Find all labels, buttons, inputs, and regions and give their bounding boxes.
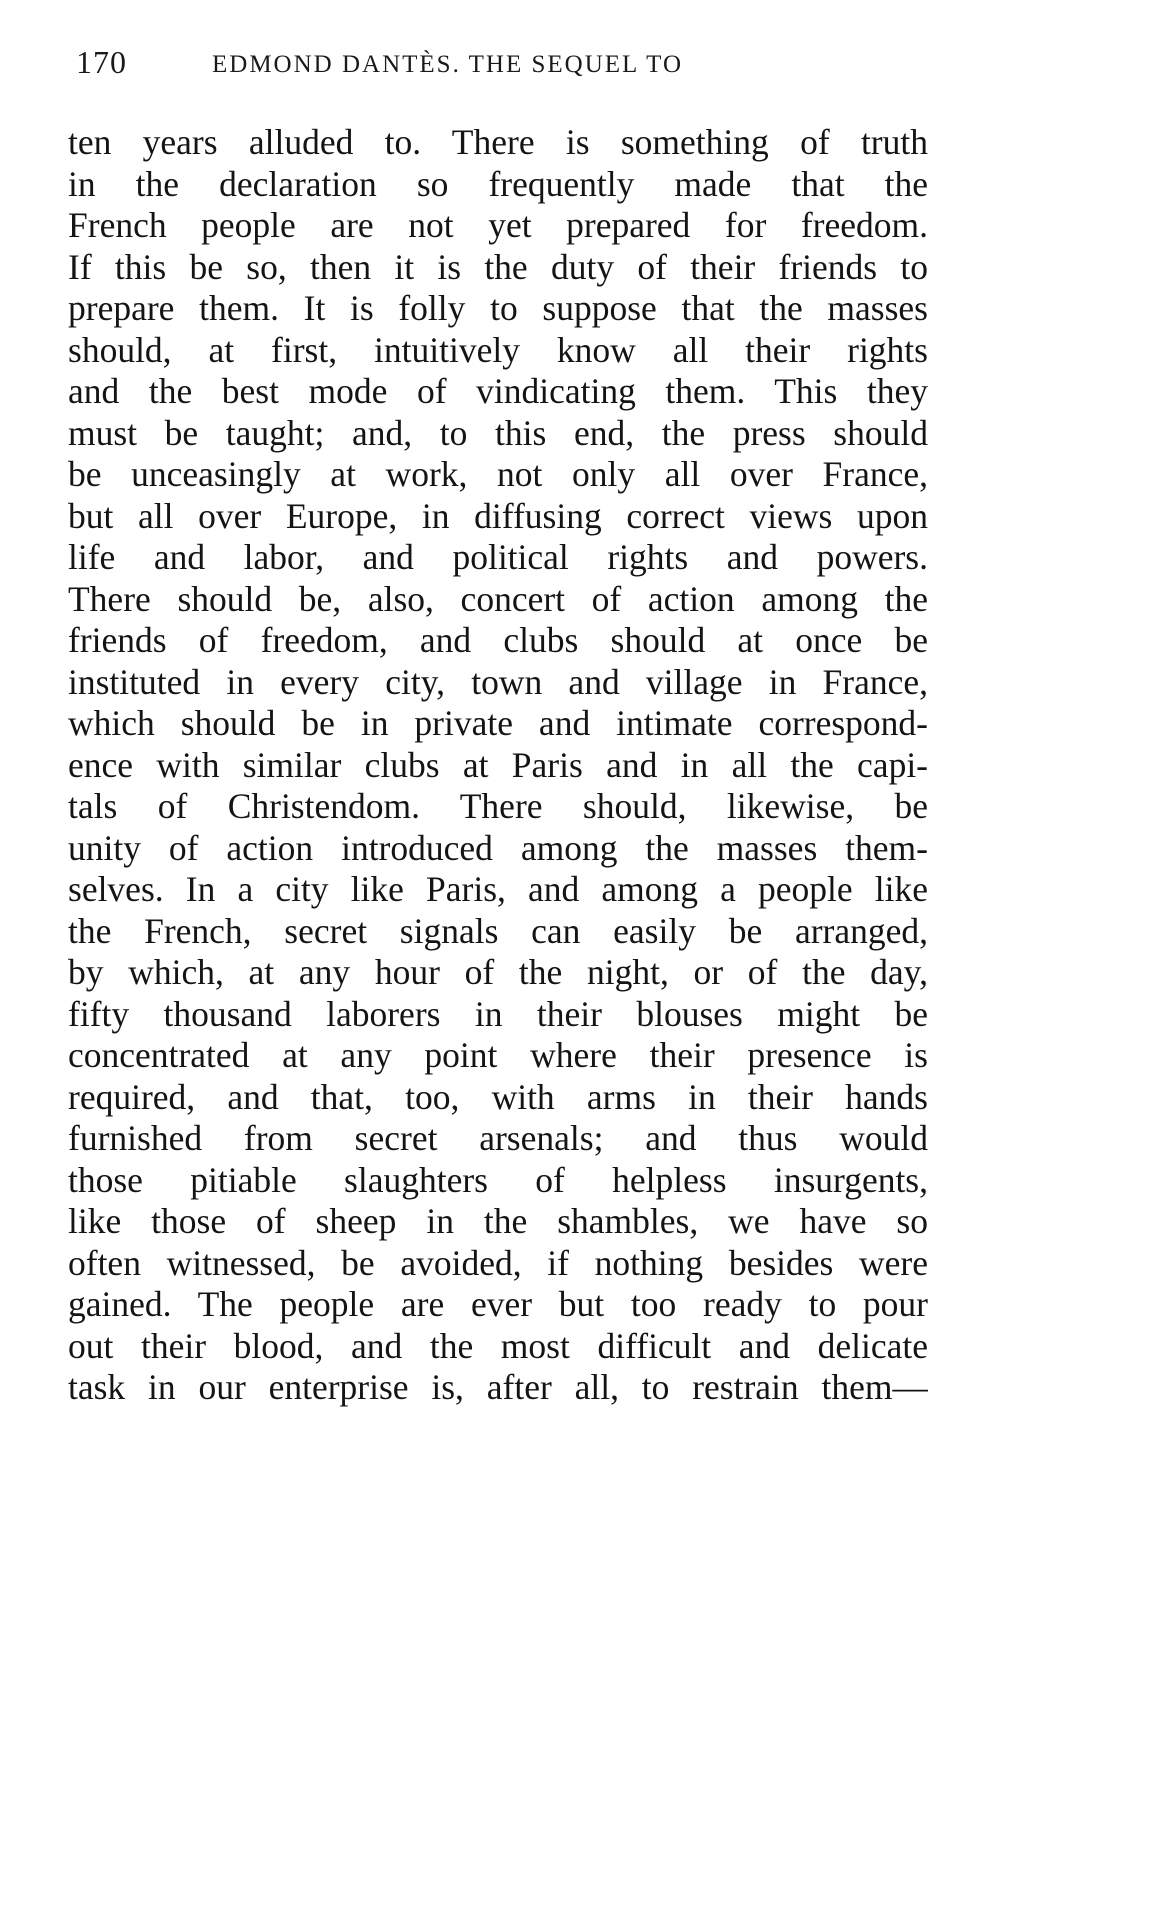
text-line: those pitiable slaughters of helpless insurgents, xyxy=(68,1159,928,1200)
text-line: like those of sheep in the shambles, we have so xyxy=(68,1201,928,1241)
text-line: out their blood, and the most difficult and delicate xyxy=(68,1325,928,1366)
text-line: and the best mode of vindicating them. This they xyxy=(68,371,928,411)
text-line: life and labor, and political rights and powers. xyxy=(68,537,928,577)
body-text xyxy=(68,122,928,1409)
text-line: often witnessed, be avoided, if nothing besides were xyxy=(68,1242,928,1283)
text-line: which should be in private and intimate correspond- xyxy=(68,703,928,743)
text-line: required, and that, too, with arms in their hands xyxy=(68,1076,928,1117)
text-line: ten years alluded to. There is something of truth xyxy=(68,122,928,162)
text-line: gained. The people are ever but too ready to pour xyxy=(68,1284,928,1324)
text-line: task in our enterprise is, after all, to restrain them— xyxy=(68,1367,928,1407)
text-line: selves. In a city like Paris, and among a people like xyxy=(68,869,928,909)
text-line: ence with similar clubs at Paris and in all the capi- xyxy=(68,744,928,785)
running-title: EDMOND DANTÈS. THE SEQUEL TO xyxy=(212,51,684,78)
text-line: concentrated at any point where their presence is xyxy=(68,1035,928,1075)
text-line: but all over Europe, in diffusing correct views upon xyxy=(68,495,928,536)
text-line: tals of Christendom. There should, likewise, be xyxy=(68,786,928,826)
text-line: prepare them. It is folly to suppose that the masses xyxy=(68,288,928,328)
text-line: the French, secret signals can easily be arranged, xyxy=(68,910,928,951)
text-line: If this be so, then it is the duty of their friends to xyxy=(68,246,928,287)
running-head xyxy=(72,44,832,84)
text-line: furnished from secret arsenals; and thus would xyxy=(68,1118,928,1158)
text-line: fifty thousand laborers in their blouses might be xyxy=(68,993,928,1034)
text-line: French people are not yet prepared for freedom. xyxy=(68,205,928,245)
page-number: 170 xyxy=(76,44,127,80)
text-line: instituted in every city, town and village in France, xyxy=(68,661,928,702)
text-line: by which, at any hour of the night, or of the day, xyxy=(68,952,928,992)
text-line: should, at first, intuitively know all their rights xyxy=(68,329,928,370)
text-line: in the declaration so frequently made that the xyxy=(68,163,928,204)
text-line: friends of freedom, and clubs should at once be xyxy=(68,620,928,660)
text-line: There should be, also, concert of action among the xyxy=(68,578,928,619)
text-line: unity of action introduced among the masses them- xyxy=(68,827,928,868)
text-line: be unceasingly at work, not only all over France, xyxy=(68,454,928,494)
text-line: must be taught; and, to this end, the press should xyxy=(68,412,928,453)
